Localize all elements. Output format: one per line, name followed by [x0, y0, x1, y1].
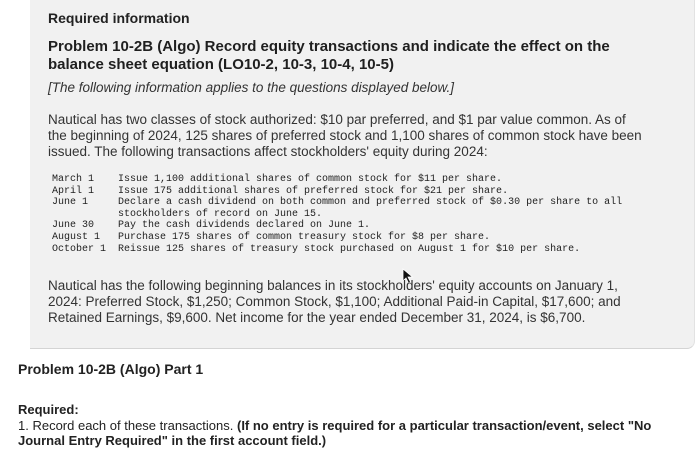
required-instruction	[18, 418, 688, 448]
transaction-description: Pay the cash dividends declared on June 1.	[118, 220, 371, 232]
transaction-description: Issue 1,100 additional shares of common stock for $11 per share.	[118, 174, 503, 185]
transaction-date: March 1	[52, 174, 95, 185]
problem-title: Problem 10-2B (Algo) Record equity transactions and indicate the effect on the balance sheet equation (LO10-2, 10-3, 10-4, 10-5)	[48, 38, 610, 73]
instruction-bold-note: (If no entry is required for a particular transaction/event, select "No Journal Entry Required" in the first account field.)	[18, 418, 652, 448]
transaction-date: June 1	[52, 197, 89, 209]
transaction-date: October 1	[52, 243, 107, 255]
transaction-row	[52, 244, 638, 256]
intro-paragraph: Nautical has two classes of stock authorized: $10 par preferred, and $1 par value common. As of the beginning of 2024, 125 shares of preferred stock and 1,100 shares of common stock have been issued. The following transactions affect stockholders' equity during 2024:	[48, 112, 642, 159]
part-title: Problem 10-2B (Algo) Part 1	[18, 361, 204, 377]
transaction-date: April 1	[52, 185, 95, 197]
transaction-row	[52, 220, 638, 232]
transaction-description: Purchase 175 shares of common treasury stock for $8 per share.	[118, 231, 491, 243]
required-information-heading: Required information	[48, 10, 190, 26]
required-label: Required:	[18, 402, 79, 417]
transaction-description: Issue 175 additional shares of preferred stock for $21 per share.	[118, 185, 509, 197]
transaction-row	[52, 174, 638, 186]
instruction-text: 1. Record each of these transactions.	[18, 418, 234, 433]
beginning-balances-paragraph: Nautical has the following beginning balances in its stockholders' equity accounts on January 1, 2024: Preferred Stock, $1,250; Common Stock, $1,100; Additional Paid-in Capital, $17,600; and Retained Earnings, $9,600. Net income for the year ended December 31, 2024, is $6,700.	[48, 278, 621, 325]
transaction-row	[52, 186, 638, 198]
transaction-row	[52, 197, 638, 220]
transaction-description: Reissue 125 shares of treasury stock purchased on August 1 for $10 per share.	[118, 243, 581, 255]
transactions-list	[52, 174, 638, 255]
applies-note: [The following information applies to the questions displayed below.]	[48, 80, 454, 95]
transaction-description: Declare a cash dividend on both common and preferred stock of $0.30 per share to all stockholders of record on June 15.	[118, 197, 629, 220]
transaction-date: August 1	[52, 231, 101, 243]
transaction-row	[52, 232, 638, 244]
transaction-date: June 30	[52, 220, 95, 232]
